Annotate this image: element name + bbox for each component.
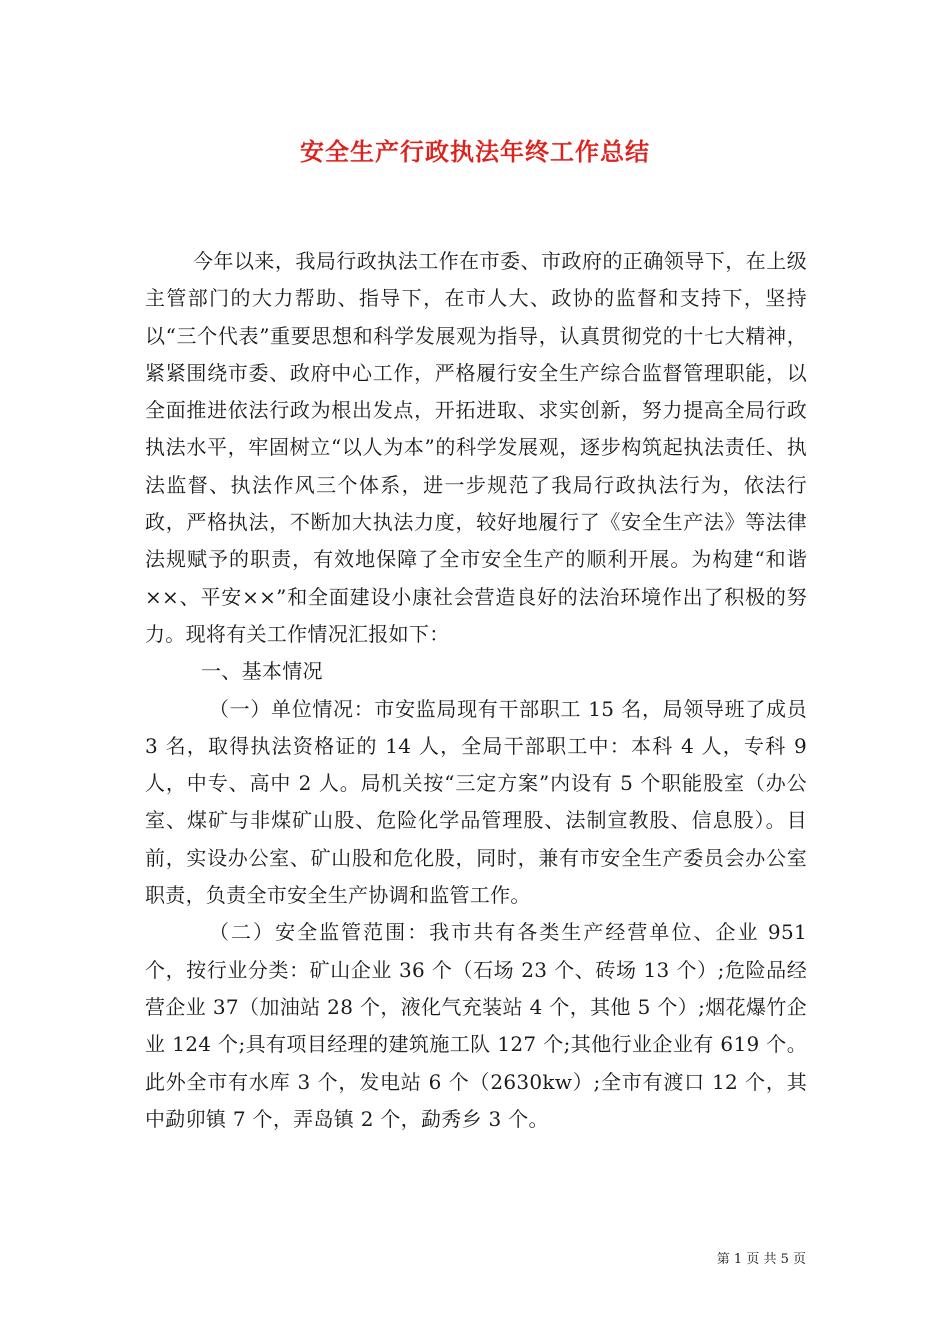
document-body xyxy=(145,243,807,1138)
supervision-scope-paragraph: （二）安全监管范围：我市共有各类生产经营单位、企业 951 个，按行业分类：矿山企业 36 个（石场 23 个、砖场 13 个）;危险品经营企业 37（加油站 28 个，液化气充装站 4 个，其他 5 个）;烟花爆竹企业 124 个;具有项目经理的建筑施工队 127 个;其他行业企业有 619 个。此外全市有水库 3 个，发电站 6 个（2630kw）;全市有渡口 12 个，其中勐卯镇 7 个，弄岛镇 2 个，勐秀乡 3 个。 xyxy=(145,920,807,1131)
unit-situation-paragraph: （一）单位情况：市安监局现有干部职工 15 名，局领导班了成员 3 名，取得执法资格证的 14 人，全局干部职工中：本科 4 人，专科 9 人，中专、高中 2 人。局机关按“三定方案”内设有 5 个职能股室（办公室、煤矿与非煤矿山股、危险化学品管理股、法制宣教股、信息股）。目前，实设办公室、矿山股和危化股，同时，兼有市安全生产委员会办公室职责，负责全市安全生产协调和监管工作。 xyxy=(145,696,807,908)
section-heading-basic-situation: 一、基本情况 xyxy=(201,659,323,684)
page-number: 第 1 页 共 5 页 xyxy=(716,1252,806,1267)
document-title: 安全生产行政执法年终工作总结 xyxy=(300,137,650,166)
intro-paragraph: 今年以来，我局行政执法工作在市委、市政府的正确领导下，在上级主管部门的大力帮助、指导下，在市人大、政协的监督和支持下，坚持以“三个代表”重要思想和科学发展观为指导，认真贯彻党的十七大精神，紧紧围绕市委、政府中心工作，严格履行安全生产综合监督管理职能，以全面推进依法行政为根出发点，开拓进取、求实创新，努力提高全局行政执法水平，牢固树立“以人为本”的科学发展观，逐步构筑起执法责任、执法监督、执法作风三个体系，进一步规范了我局行政执法行为，依法行政，严格执法，不断加大执法力度，较好地履行了《安全生产法》等法律法规赋予的职责，有效地保障了全市安全生产的顺利开展。为构建“和谐××、平安××”和全面建设小康社会营造良好的法治环境作出了积极的努力。现将有关工作情况汇报如下： xyxy=(145,249,807,646)
